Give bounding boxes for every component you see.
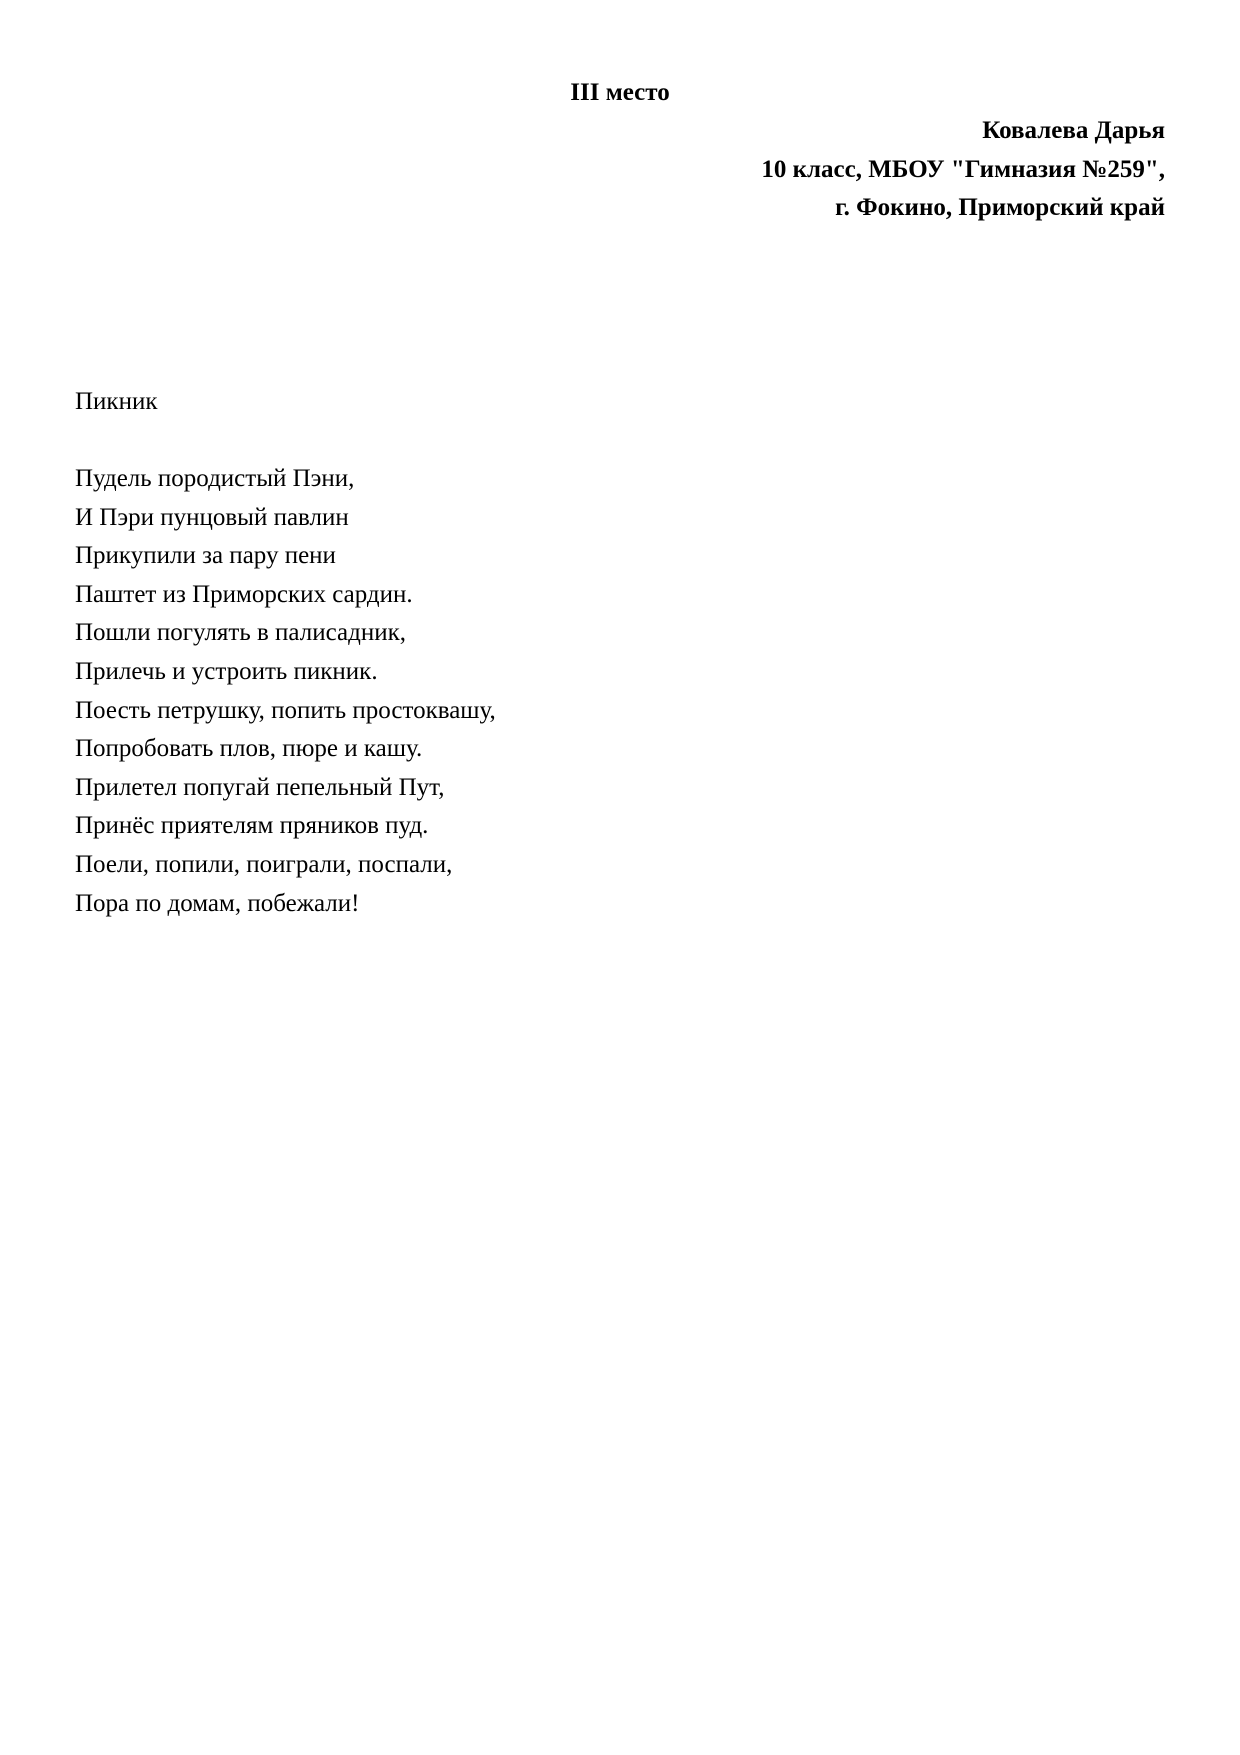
poem-title: Пикник [75,388,158,415]
poem-line: Принёс приятелям пряников пуд. [75,812,429,840]
author-location: г. Фокино, Приморский край [835,194,1165,221]
author-name: Ковалева Дарья [982,117,1165,144]
place-heading: III место [570,79,670,106]
author-block [761,116,1165,232]
poem-line: Поесть петрушку, попить простоквашу, [75,696,496,724]
poem-line: И Пэри пунцовый павлин [75,503,349,531]
poem-line: Прилечь и устроить пикник. [75,657,378,685]
poem-line: Попробовать плов, пюре и кашу. [75,735,423,763]
poem-line: Прикупили за пару пени [75,542,336,570]
poem-line: Поели, попили, поиграли, поспали, [75,850,453,878]
poem-line: Пудель породистый Пэни, [75,465,355,492]
author-school: 10 класс, МБОУ "Гимназия №259", [761,155,1165,183]
poem [75,387,496,927]
poem-line: Прилетел попугай пепельный Пут, [75,773,445,801]
poem-line: Паштет из Приморских сардин. [75,580,413,608]
poem-line: Пора по домам, побежали! [75,889,360,917]
poem-line: Пошли погулять в палисадник, [75,619,406,647]
